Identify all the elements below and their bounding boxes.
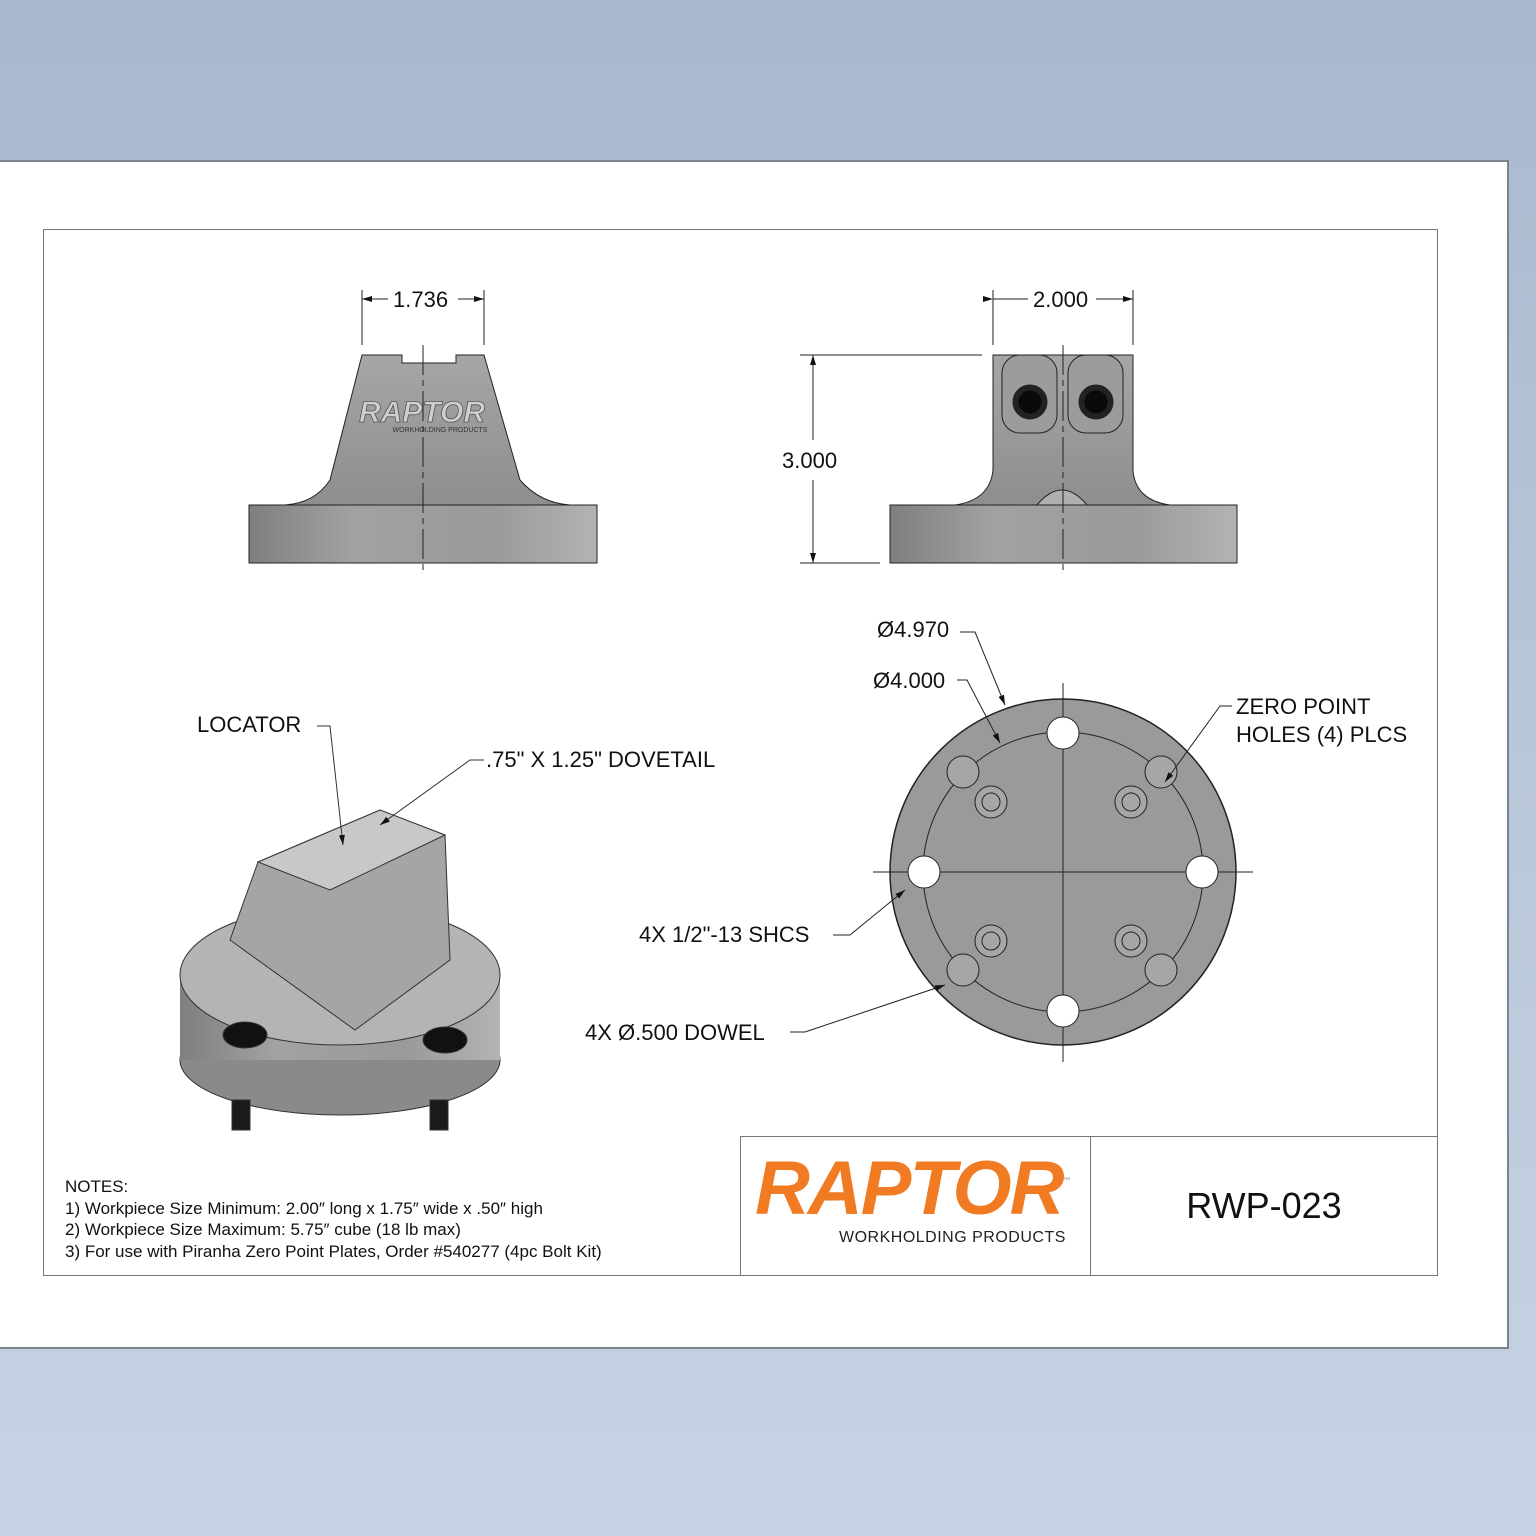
locator-label: LOCATOR: [197, 712, 302, 737]
shcs-label: 4X 1/2"-13 SHCS: [639, 922, 810, 947]
notes-block: [65, 1176, 602, 1262]
svg-text:WORKHOLDING PRODUCTS: WORKHOLDING PRODUCTS: [392, 427, 488, 434]
note-item: 1) Workpiece Size Minimum: 2.00″ long x 1.75″ wide x .50″ high: [65, 1198, 543, 1218]
svg-text:RAPTOR: RAPTOR: [358, 396, 486, 429]
part-number: RWP-023: [1186, 1185, 1342, 1226]
title-block: [740, 1136, 1438, 1276]
note-item: 3) For use with Piranha Zero Point Plates, Order #540277 (4pc Bolt Kit): [65, 1241, 602, 1261]
bolt-circle-dim: Ø4.000: [873, 668, 946, 693]
logo-trademark: ™: [1063, 1177, 1070, 1184]
bottom-view: [790, 632, 1253, 1062]
outer-diameter-dim: Ø4.970: [877, 617, 950, 642]
dowel-label: 4X Ø.500 DOWEL: [585, 1020, 765, 1045]
raptor-logo: [741, 1137, 1091, 1275]
logo-brand: RAPTOR: [755, 1146, 1063, 1231]
note-item: 2) Workpiece Size Maximum: 5.75″ cube (18 lb max): [65, 1220, 461, 1239]
side-width-dim: 2.000: [1033, 287, 1089, 312]
zero-point-label-1: ZERO POINT: [1236, 694, 1371, 719]
dovetail-label: .75" X 1.25" DOVETAIL: [486, 747, 716, 772]
logo-tagline: WORKHOLDING PRODUCTS: [839, 1229, 1066, 1246]
iso-view: [180, 726, 500, 1130]
side-view: [800, 290, 1237, 570]
side-height-dim: 3.000: [782, 448, 838, 473]
front-width-dim: 1.736: [393, 287, 449, 312]
notes-title: NOTES:: [65, 1177, 129, 1196]
zero-point-label-2: HOLES (4) PLCS: [1236, 722, 1408, 747]
